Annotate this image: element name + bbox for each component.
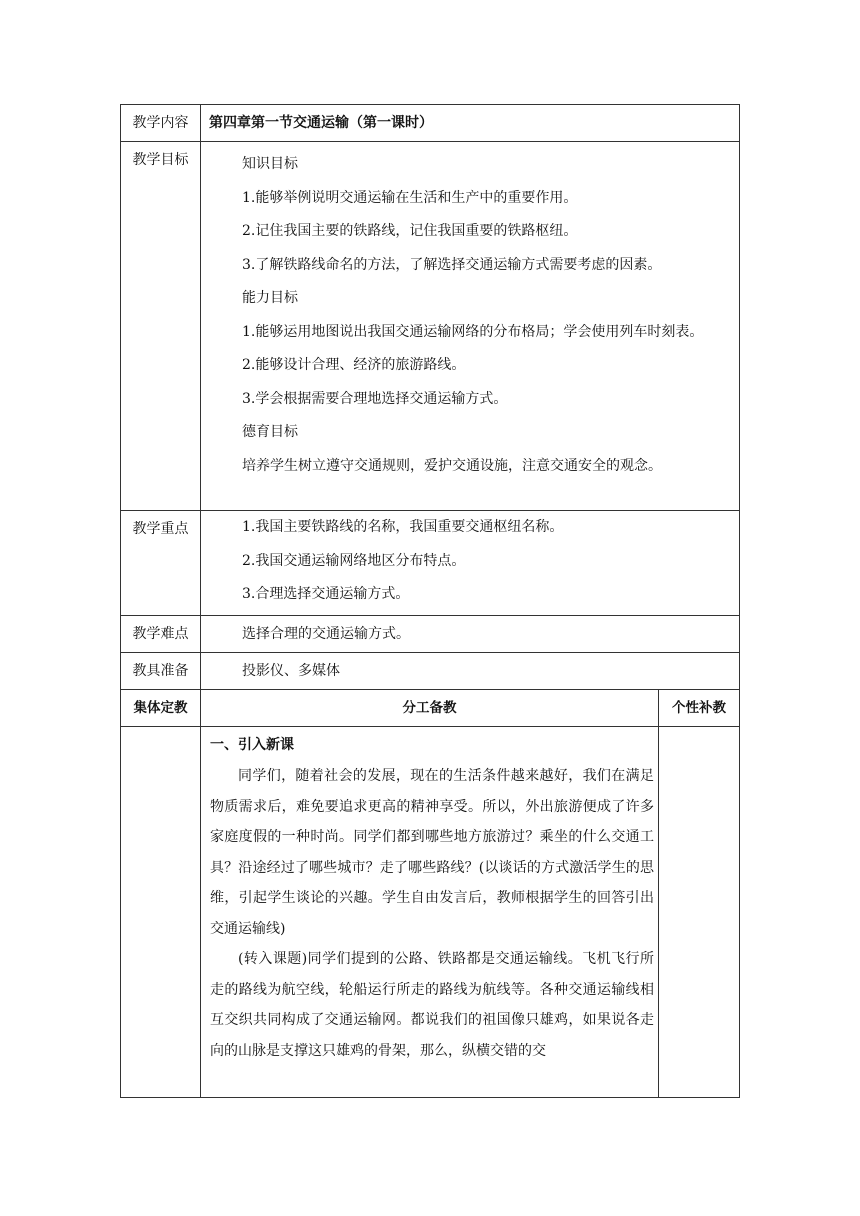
key-points-label: 教学重点 — [121, 511, 201, 616]
objective-line: 德育目标 — [242, 424, 298, 440]
difficulty-label: 教学难点 — [121, 616, 201, 653]
difficulty-row — [121, 616, 740, 653]
key-point-line: 2.我国交通运输网络地区分布特点。 — [242, 552, 466, 569]
content-row — [121, 105, 740, 142]
objectives-label: 教学目标 — [121, 142, 201, 511]
objective-line: 2.能够设计合理、经济的旅游路线。 — [242, 357, 466, 373]
difficulty-value: 选择合理的交通运输方式。 — [201, 616, 740, 653]
lesson-title: 第四章第一节交通运输（第一课时） — [201, 105, 740, 142]
objective-line: 培养学生树立遵守交通规则，爱护交通设施，注意交通安全的观念。 — [242, 457, 662, 474]
tools-label: 教具准备 — [121, 653, 201, 690]
key-point-line: 1.我国主要铁路线的名称，我国重要交通枢纽名称。 — [242, 519, 564, 535]
key-points-row — [121, 511, 740, 616]
key-point-line: 3.合理选择交通运输方式。 — [242, 586, 410, 602]
lesson-paragraph: (转入课题)同学们提到的公路、铁路都是交通运输线。飞机飞行所走的路线为航空线，轮船运行所走的路线为航线等。各种交通运输线相互交织共同构成了交通运输网。都说我们的祖国像只雄鸡，如果说各走向的山脉是支撑这只雄鸡的骨架，那么，纵横交错的交 — [210, 951, 654, 1059]
objective-line: 3.学会根据需要合理地选择交通运输方式。 — [242, 390, 508, 407]
col-individual-header: 个性补教 — [659, 690, 740, 727]
tools-row — [121, 653, 740, 690]
division-cell — [201, 727, 659, 1098]
objective-line: 3.了解铁路线命名的方法，了解选择交通运输方式需要考虑的因素。 — [242, 256, 662, 273]
content-label: 教学内容 — [121, 105, 201, 142]
objectives-list — [201, 142, 740, 511]
objectives-row — [121, 142, 740, 511]
lesson-plan-table — [120, 104, 740, 1098]
objective-line: 1.能够运用地图说出我国交通运输网络的分布格局；学会使用列车时刻表。 — [242, 323, 704, 340]
objective-line: 1.能够举例说明交通运输在生活和生产中的重要作用。 — [242, 189, 578, 206]
tools-value: 投影仪、多媒体 — [201, 653, 740, 690]
key-points-list — [201, 511, 740, 616]
column-header-row — [121, 690, 740, 727]
objective-line: 能力目标 — [242, 290, 298, 306]
collective-cell — [121, 727, 201, 1098]
section-title: 一、引入新课 — [210, 737, 294, 753]
lesson-plan-document — [120, 104, 739, 1098]
individual-cell — [659, 727, 740, 1098]
col-division-header: 分工备教 — [201, 690, 659, 727]
objective-line: 2.记住我国主要的铁路线，记住我国重要的铁路枢纽。 — [242, 223, 578, 239]
lesson-paragraph: 同学们，随着社会的发展，现在的生活条件越来越好，我们在满足物质需求后，难免要追求更高的精神享受。所以，外出旅游便成了许多家庭度假的一种时尚。同学们都到哪些地方旅游过？乘坐的什么交通工具？沿途经过了哪些城市？走了哪些路线？(以谈话的方式激活学生的思维，引起学生谈论的兴趣。学生自由发言后，教师根据学生的回答引出交通运输线) — [210, 768, 654, 937]
col-collective-header: 集体定教 — [121, 690, 201, 727]
lesson-body-row — [121, 727, 740, 1098]
objective-line: 知识目标 — [242, 156, 298, 172]
